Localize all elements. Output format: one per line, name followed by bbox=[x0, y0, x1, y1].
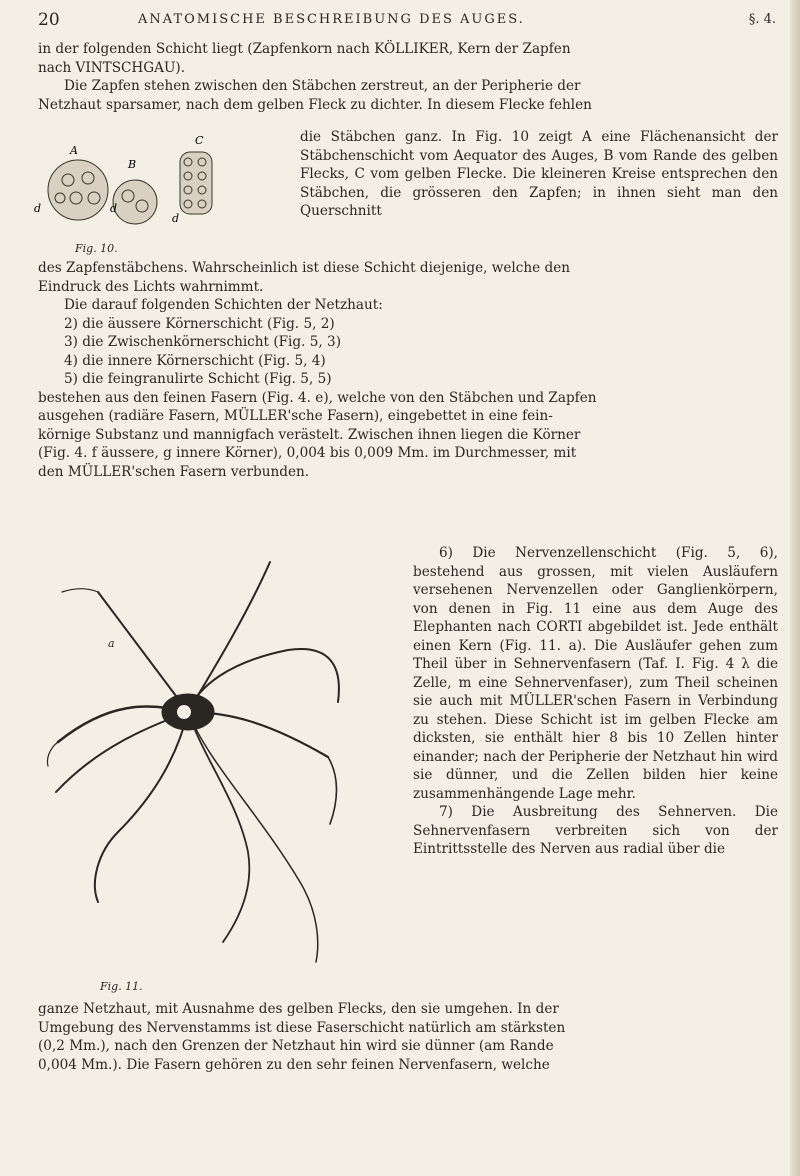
lower-paragraph bbox=[38, 1000, 778, 1074]
fig10-letter-c: C bbox=[195, 134, 204, 147]
process-upper-left bbox=[98, 592, 188, 712]
fig10-letter-d2: d bbox=[110, 202, 118, 215]
fig10-letter-a: A bbox=[70, 144, 78, 157]
figure-11-drawing bbox=[38, 552, 398, 972]
figure-11-side-text bbox=[413, 544, 778, 859]
text-line: (Fig. 4. f äussere, g innere Körner), 0,004 bis 0,009 Mm. im Durchmesser, mit bbox=[38, 445, 577, 461]
figure-10-drawing bbox=[30, 132, 226, 232]
figure-10-caption: Fig. 10. bbox=[75, 242, 118, 255]
text-line: Netzhaut sparsamer, nach dem gelben Fleck zu dichter. In diesem Flecke fehlen bbox=[38, 96, 592, 113]
section-number: §. 4. bbox=[748, 12, 776, 27]
branch-twig bbox=[47, 742, 58, 766]
process-lower-right bbox=[188, 712, 249, 942]
process-right-branch bbox=[328, 757, 337, 824]
list-item: 2) die äussere Körnerschicht (Fig. 5, 2) bbox=[64, 315, 335, 332]
top-paragraph bbox=[38, 40, 778, 114]
text-line: (0,2 Mm.), nach den Grenzen der Netzhaut hin wird sie dünner (am Rande bbox=[38, 1038, 554, 1054]
mosaic-b bbox=[113, 180, 157, 224]
text-line: nach VINTSCHGAU). bbox=[38, 59, 186, 76]
figure-11-caption: Fig. 11. bbox=[100, 980, 143, 993]
process-lower-left bbox=[95, 712, 188, 902]
mosaic-a bbox=[48, 160, 108, 220]
text-line: den MÜLLER'schen Fasern verbunden. bbox=[38, 463, 310, 480]
text-line: Die darauf folgenden Schichten der Netzhaut: bbox=[64, 297, 383, 313]
fig10-letter-b: B bbox=[128, 158, 137, 171]
branch-twig bbox=[62, 589, 98, 592]
axon-top bbox=[188, 562, 270, 712]
fig10-letter-d1: d bbox=[34, 202, 42, 215]
figure-10-rod-cone-mosaic bbox=[30, 132, 226, 232]
page-number: 20 bbox=[38, 10, 60, 30]
text-line: Eindruck des Lichts wahrnimmt. bbox=[38, 278, 264, 295]
list-item: 3) die Zwischenkörnerschicht (Fig. 5, 3) bbox=[64, 334, 341, 350]
fig10-letter-d3: d bbox=[172, 212, 180, 225]
figure-10-side-text: die Stäbchen ganz. In Fig. 10 zeigt A eine Flächenansicht der Stäbchenschicht vom Aequator des Auges, B vom Rande des gelben Flecks, C vom gelben Flecke. Die kleineren Kreise entsprechen den Stäbchen, die grösseren den Zapfen; in ihnen sieht man den Querschnitt bbox=[300, 129, 778, 219]
paragraph-7: 7) Die Ausbreitung des Sehnerven. Die Sehnervenfasern verbreiten sich von der Eintrittsstelle des Nerven aus radial über die bbox=[413, 804, 778, 857]
text-line: Umgebung des Nervenstamms ist diese Faserschicht natürlich am stärksten bbox=[38, 1019, 566, 1036]
text-line: 0,004 Mm.). Die Fasern gehören zu den sehr feinen Nervenfasern, welche bbox=[38, 1056, 550, 1073]
figure-11-nerve-cell bbox=[38, 552, 398, 972]
text-line: ganze Netzhaut, mit Ausnahme des gelben Flecks, den sie umgehen. In der bbox=[38, 1001, 559, 1017]
running-header bbox=[38, 10, 778, 36]
text-line: bestehen aus den feinen Fasern (Fig. 4. e), welche von den Stäbchen und Zapfen bbox=[38, 389, 597, 406]
paragraph-6: 6) Die Nervenzellenschicht (Fig. 5, 6), bestehend aus grossen, mit vielen Ausläufern versehenen Nervenzellen oder Ganglienkörpern, von denen in Fig. 11 eine aus dem Auge des Elephanten nach CORTI abgebildet ist. Jede enthält einen Kern (Fig. 11. a). Die Ausläufer gehen zum Theil über in Sehnervenfasern (Taf. I. Fig. 4 λ die Zelle, m eine Sehnervenfaser), zum Theil scheinen sie auch mit MÜLLER'schen Fasern in Verbindung zu stehen. Diese Schicht ist im gelben Flecke am dicksten, sie enthält hier 8 bis 10 Zellen hinter einander; nach der Peripherie der Netzhaut hin wird sie dünner, und die Zellen bilden hier keine zusammenhängende Lage mehr. bbox=[413, 545, 778, 802]
text-line: körnige Substanz und mannigfach verästelt. Zwischen ihnen liegen die Körner bbox=[38, 426, 581, 443]
cell-nucleus bbox=[177, 705, 191, 719]
list-item: 5) die feingranulirte Schicht (Fig. 5, 5) bbox=[64, 371, 332, 387]
fig11-letter-a: a bbox=[108, 637, 115, 650]
running-title: ANATOMISCHE BESCHREIBUNG DES AUGES. bbox=[138, 12, 525, 27]
text-line: ausgehen (radiäre Fasern, MÜLLER'sche Fasern), eingebettet in eine fein- bbox=[38, 408, 553, 424]
mosaic-c bbox=[180, 152, 212, 214]
text-line: in der folgenden Schicht liegt (Zapfenkorn nach KÖLLIKER, Kern der Zapfen bbox=[38, 41, 571, 57]
page-edge bbox=[790, 0, 800, 1176]
text-line: Die Zapfen stehen zwischen den Stäbchen zerstreut, an der Peripherie der bbox=[64, 78, 581, 94]
list-item: 4) die innere Körnerschicht (Fig. 5, 4) bbox=[64, 352, 326, 369]
middle-paragraph bbox=[38, 259, 778, 481]
process-bottom bbox=[188, 712, 318, 962]
text-line: des Zapfenstäbchens. Wahrscheinlich ist diese Schicht diejenige, welche den bbox=[38, 260, 571, 276]
